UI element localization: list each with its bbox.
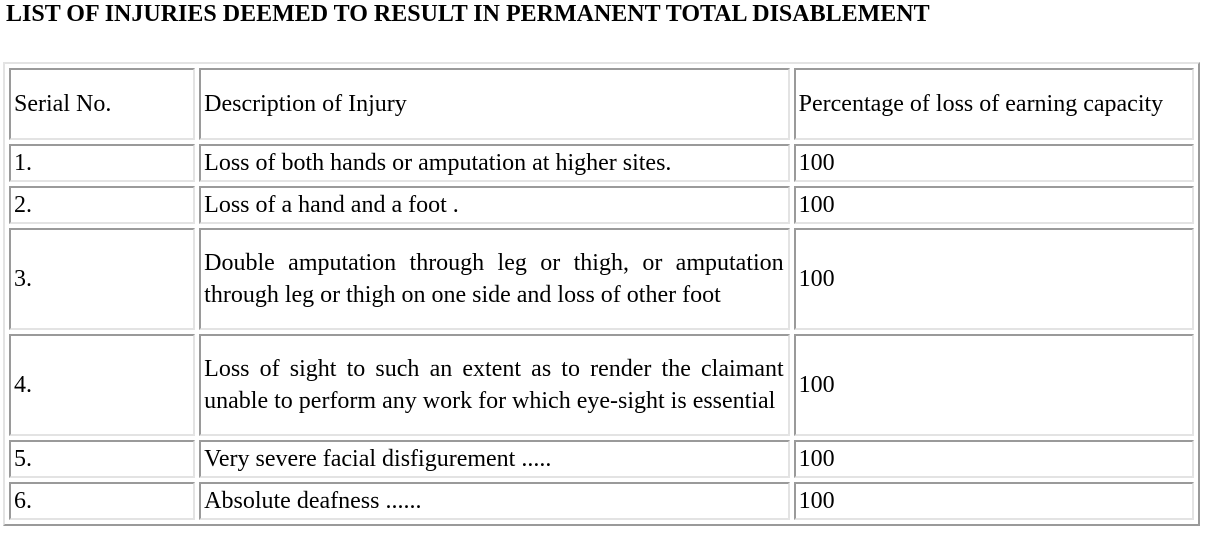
header-description: Description of Injury [199,68,790,140]
page-title: LIST OF INJURIES DEEMED TO RESULT IN PERMANENT TOTAL DISABLEMENT [6,1,930,27]
cell-description: Loss of a hand and a foot . [199,186,790,224]
cell-serial: 1. [9,144,195,182]
header-percentage: Percentage of loss of earning capacity [794,68,1194,140]
cell-description: Very severe facial disfigurement ..... [199,440,790,478]
cell-description: Double amputation through leg or thigh, or amputation through leg or thigh on one side and loss of other foot [199,228,790,330]
cell-serial: 6. [9,482,195,520]
cell-percentage: 100 [794,482,1194,520]
cell-serial: 4. [9,334,195,436]
cell-serial: 3. [9,228,195,330]
table-row [9,228,1194,330]
table-header-row [9,68,1194,140]
table-row [9,144,1194,182]
cell-description: Absolute deafness ...... [199,482,790,520]
table-row [9,482,1194,520]
table-row [9,186,1194,224]
cell-serial: 5. [9,440,195,478]
cell-percentage: 100 [794,144,1194,182]
cell-description: Loss of sight to such an extent as to render the claimant unable to perform any work for which eye-sight is essential [199,334,790,436]
cell-percentage: 100 [794,334,1194,436]
cell-percentage: 100 [794,186,1194,224]
injury-table [3,62,1200,526]
cell-percentage: 100 [794,228,1194,330]
cell-serial: 2. [9,186,195,224]
header-serial-no: Serial No. [9,68,195,140]
table-row [9,440,1194,478]
cell-description: Loss of both hands or amputation at higher sites. [199,144,790,182]
table-row [9,334,1194,436]
cell-percentage: 100 [794,440,1194,478]
